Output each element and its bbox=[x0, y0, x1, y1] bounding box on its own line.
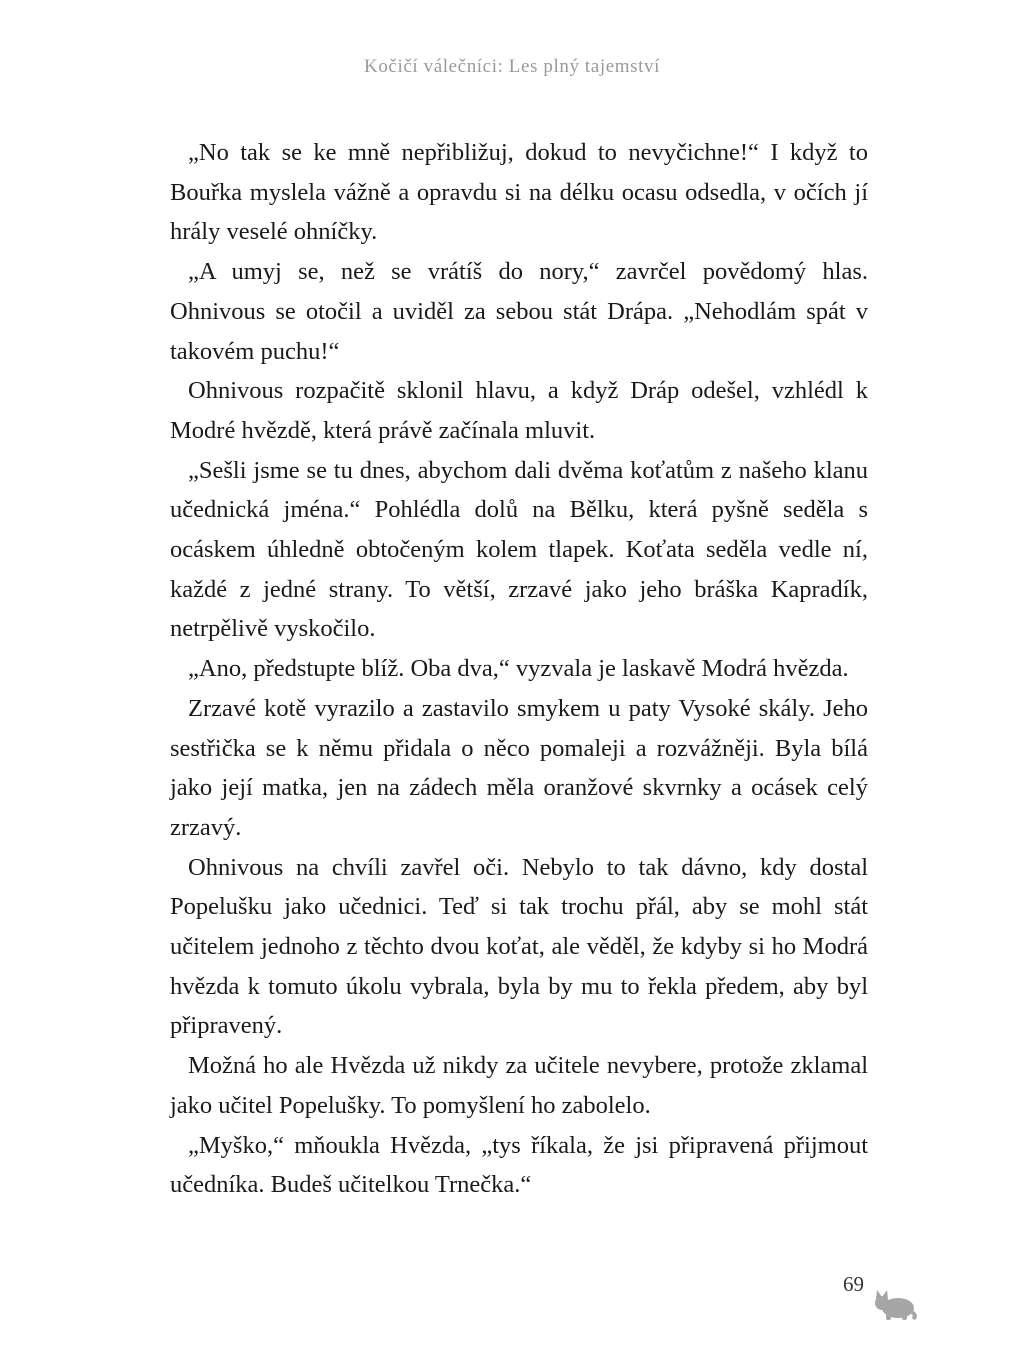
paragraph: „No tak se ke mně nepřibližuj, dokud to nevyčichne!“ I když to Bouřka myslela vážně a opravdu si na délku ocasu odsedla, v očích jí hrály veselé ohníčky. bbox=[170, 139, 868, 246]
page-number: 69 bbox=[843, 1272, 864, 1296]
paragraph: Možná ho ale Hvězda už nikdy za učitele nevybere, protože zklamal jako učitel Popelušky. To pomyšlení ho zabolelo. bbox=[170, 1052, 868, 1119]
paragraph: „Sešli jsme se tu dnes, abychom dali dvěma koťatům z našeho klanu učednická jména.“ Pohlédla dolů na Bělku, která pyšně seděla s ocáskem úhledně obtočeným kolem tlapek. Koťata seděla vedle ní, každé z jedné strany. To větší, zrzavé jako jeho bráška Kapradík, netrpělivě vyskočilo. bbox=[170, 456, 868, 643]
running-header: Kočičí válečníci: Les plný tajemství bbox=[364, 56, 660, 77]
paragraph: Ohnivous rozpačitě sklonil hlavu, a když Dráp odešel, vzhlédl k Modré hvězdě, která právě začínala mluvit. bbox=[170, 377, 868, 444]
body-text bbox=[170, 133, 868, 1205]
paragraph: Zrzavé kotě vyrazilo a zastavilo smykem u paty Vysoké skály. Jeho sestřička se k němu přidala o něco pomaleji a rozvážněji. Byla bílá jako její matka, jen na zádech měla oranžové skvrnky a ocásek celý zrzavý. bbox=[170, 694, 868, 841]
paragraph: „A umyj se, než se vrátíš do nory,“ zavrčel povědomý hlas. Ohnivous se otočil a uviděl za sebou stát Drápa. „Nehodlám spát v takovém puchu!“ bbox=[170, 258, 868, 365]
paragraph: „Myško,“ mňoukla Hvězda, „tys říkala, že jsi připravená přijmout učedníka. Budeš učitelkou Trnečka.“ bbox=[170, 1131, 868, 1199]
cat-silhouette-icon bbox=[872, 1288, 920, 1322]
paragraph: „Ano, předstupte blíž. Oba dva,“ vyzvala je laskavě Modrá hvězda. bbox=[188, 655, 849, 683]
paragraph: Ohnivous na chvíli zavřel oči. Nebylo to tak dávno, kdy dostal Popelušku jako učednici. Teď si tak trochu přál, aby se mohl stát učitelem jednoho z těchto dvou koťat, ale věděl, že kdyby si ho Modrá hvězda k tomuto úkolu vybrala, byla by mu to řekla předem, aby byl připravený. bbox=[170, 853, 868, 1040]
